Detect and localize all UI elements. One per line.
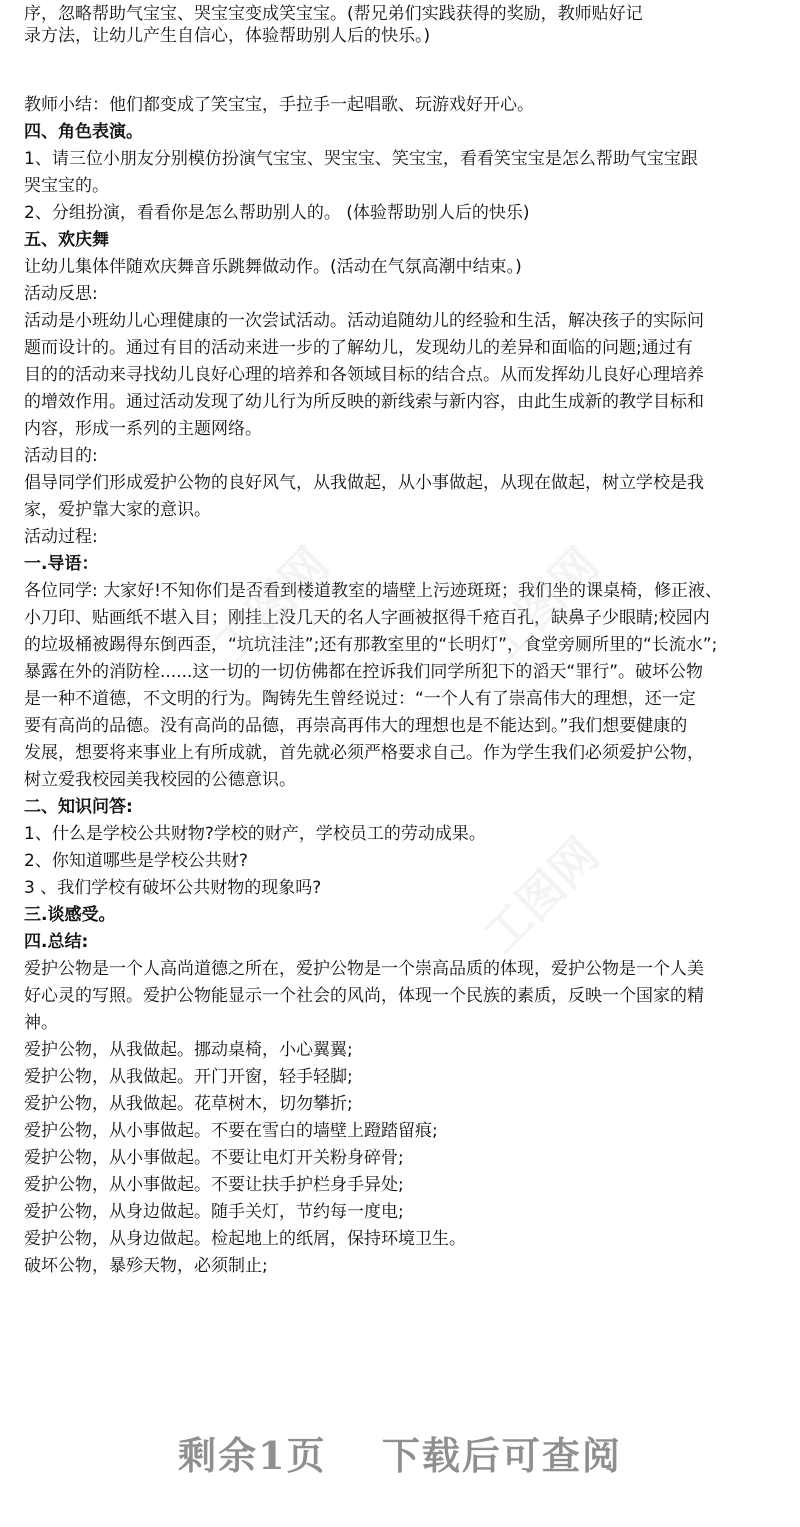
- text-line: 是一种不道德，不文明的行为。陶铸先生曾经说过：“一个人有了崇高伟大的理想，还一定: [24, 689, 696, 709]
- text-line: 好心灵的写照。爱护公物能显示一个社会的风尚，体现一个民族的素质，反映一个国家的精: [24, 986, 704, 1006]
- remaining-pages-label: 剩余1页: [178, 1433, 327, 1478]
- text-line: 让幼儿集体伴随欢庆舞音乐跳舞做动作。(活动在气氛高潮中结束。): [24, 257, 522, 277]
- text-line: 教师小结：他们都变成了笑宝宝，手拉手一起唱歌、玩游戏好开心。: [24, 95, 534, 115]
- text-line: 破坏公物，暴殄天物，必须制止;: [24, 1256, 268, 1276]
- watermark-3: 工图网: [473, 827, 610, 964]
- text-line: 二、知识问答:: [24, 797, 133, 817]
- text-line: 序，忽略帮助气宝宝、哭宝宝变成笑宝宝。(帮兄弟们实践获得的奖励，教师贴好记: [24, 4, 643, 24]
- text-line: 爱护公物，从身边做起。随手关灯，节约每一度电;: [24, 1202, 404, 1222]
- text-line: 暴露在外的消防栓......这一切的一切仿佛都在控诉我们同学所犯下的滔天“罪行”。破坏公物: [24, 662, 704, 682]
- text-line: 爱护公物，从我做起。开门开窗，轻手轻脚;: [24, 1067, 353, 1087]
- text-line: 1、请三位小朋友分别模仿扮演气宝宝、哭宝宝、笑宝宝，看看笑宝宝是怎么帮助气宝宝跟: [24, 149, 698, 169]
- text-line: 要有高尚的品德。没有高尚的品德，再崇高再伟大的理想也是不能达到。”我们想要健康的: [24, 716, 688, 736]
- text-line: 神。: [24, 1013, 58, 1033]
- text-line: 爱护公物，从我做起。花草树木，切勿攀折;: [24, 1094, 353, 1114]
- text-line: 活动反思:: [24, 284, 98, 304]
- text-line: 内容，形成一系列的主题网络。: [24, 419, 262, 439]
- text-line: 目的的活动来寻找幼儿良好心理的培养和各领域目标的结合点。从而发挥幼儿良好心理培养: [24, 365, 704, 385]
- text-line: 四、角色表演。: [24, 122, 143, 142]
- text-line: 三.谈感受。: [24, 905, 116, 925]
- text-line: 1、什么是学校公共财物?学校的财产，学校员工的劳动成果。: [24, 824, 486, 844]
- text-line: 爱护公物是一个人高尚道德之所在，爱护公物是一个崇高品质的体现，爱护公物是一个人美: [24, 959, 704, 979]
- text-line: 一.导语：: [24, 554, 99, 574]
- text-line: 哭宝宝的。: [24, 176, 109, 196]
- text-line: 爱护公物，从身边做起。检起地上的纸屑，保持环境卫生。: [24, 1229, 466, 1249]
- text-line: 活动过程:: [24, 527, 98, 547]
- text-line: 录方法，让幼儿产生自信心，体验帮助别人后的快乐。): [24, 26, 431, 46]
- text-line: 题而设计的。通过有目的活动来进一步的了解幼儿，发现幼儿的差异和面临的问题;通过有: [24, 338, 693, 358]
- download-to-read-label[interactable]: 下载后可查阅: [381, 1433, 622, 1478]
- text-line: 2、分组扮演，看看你是怎么帮助别人的。 (体验帮助别人后的快乐): [24, 203, 530, 223]
- text-line: 发展，想要将来事业上有所成就，首先就必须严格要求自己。作为学生我们必须爱护公物，: [24, 743, 704, 763]
- text-line: 倡导同学们形成爱护公物的良好风气，从我做起，从小事做起，从现在做起，树立学校是我: [24, 473, 704, 493]
- watermark-2: 工图网: [473, 537, 610, 674]
- text-line: 五、欢庆舞: [24, 230, 109, 250]
- text-line: 活动目的:: [24, 446, 98, 466]
- text-line: 2、你知道哪些是学校公共财?: [24, 851, 248, 871]
- text-line: 3 、我们学校有破坏公共财物的现象吗?: [24, 878, 322, 898]
- text-line: 小刀印、贴画纸不堪入目；刚挂上没几天的名人字画被抠得千疮百孔，缺鼻子少眼睛;校园内: [24, 608, 710, 628]
- text-line: 四.总结:: [24, 932, 89, 952]
- text-line: 爱护公物，从小事做起。不要在雪白的墙壁上蹬踏留痕;: [24, 1121, 438, 1141]
- download-prompt[interactable]: [0, 1425, 800, 1480]
- text-line: 爱护公物，从小事做起。不要让扶手护栏身手异处;: [24, 1175, 404, 1195]
- text-line: 的增效作用。通过活动发现了幼儿行为所反映的新线索与新内容，由此生成新的教学目标和: [24, 392, 704, 412]
- text-line: 树立爱我校园美我校园的公德意识。: [24, 770, 296, 790]
- watermark-1: 工图网: [203, 537, 340, 674]
- text-line: 的垃圾桶被踢得东倒西歪，“坑坑洼洼”;还有那教室里的“长明灯”，食堂旁厕所里的“长流水”;: [24, 635, 718, 655]
- text-line: 活动是小班幼儿心理健康的一次尝试活动。活动追随幼儿的经验和生活，解决孩子的实际问: [24, 311, 704, 331]
- text-line: [24, 58, 784, 80]
- text-line: 家，爱护靠大家的意识。: [24, 500, 211, 520]
- text-line: 各位同学: 大家好!不知你们是否看到楼道教室的墙壁上污迹斑斑；我们坐的课桌椅，修正液、: [24, 581, 722, 601]
- text-line: 爱护公物，从小事做起。不要让电灯开关粉身碎骨;: [24, 1148, 404, 1168]
- text-line: 爱护公物，从我做起。挪动桌椅，小心翼翼;: [24, 1040, 353, 1060]
